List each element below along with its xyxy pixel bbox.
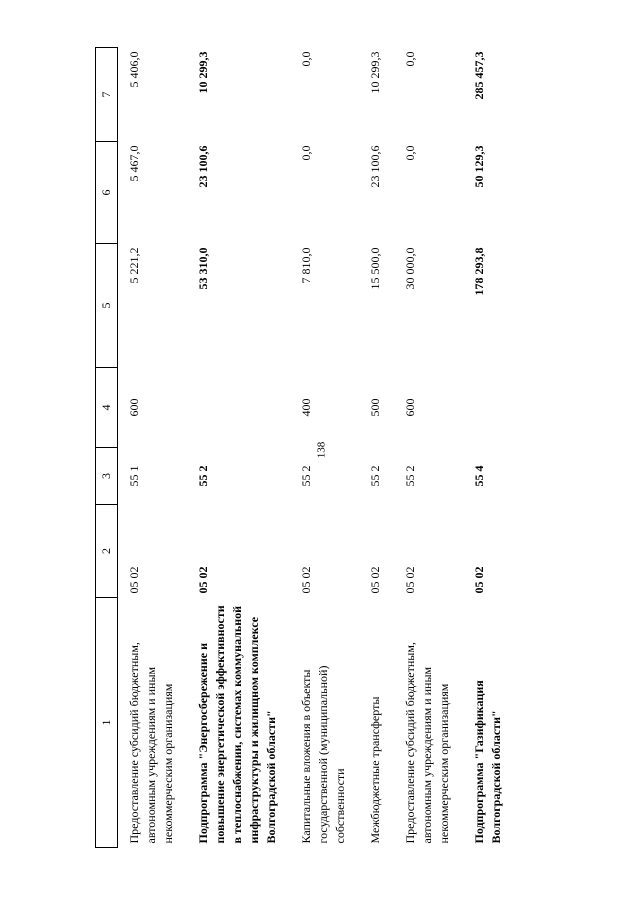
row-razdel: 05 02 xyxy=(299,566,313,594)
col-header-2: 2 xyxy=(96,505,118,598)
row-csr: 55 4 xyxy=(472,465,486,487)
header-row xyxy=(96,48,118,848)
row-value-7: 0,0 xyxy=(403,51,417,67)
row-name: Межбюджетные трансферты xyxy=(368,696,382,844)
table-row xyxy=(463,48,515,848)
row-name: Подпрограмма "Газификация Волгоградской области" xyxy=(472,680,503,844)
row-name: Подпрограмма "Энергосбережение и повышение энергетической эффективности в теплоснабжении, системах коммунальной инфраструктуры и жилищном комплексе Волгоградской области" xyxy=(196,605,278,844)
budget-table xyxy=(95,47,515,848)
table-row xyxy=(359,48,394,848)
row-value-5: 5 221,2 xyxy=(127,247,141,284)
row-value-5: 15 500,0 xyxy=(368,247,382,290)
table-row xyxy=(118,48,188,848)
col-header-7: 7 xyxy=(96,48,118,142)
row-vr: 600 xyxy=(127,398,141,417)
row-razdel: 05 02 xyxy=(403,566,417,594)
row-name: Предоставление субсидий бюджетным, автономным учреждениям и иным некоммерческим организациям xyxy=(403,642,451,844)
row-value-7: 0,0 xyxy=(299,51,313,67)
table-row xyxy=(187,48,290,848)
row-value-7: 285 457,3 xyxy=(472,51,486,100)
row-value-5: 53 310,0 xyxy=(196,247,210,290)
row-razdel: 05 02 xyxy=(368,566,382,594)
table-row xyxy=(394,48,463,848)
row-csr: 55 1 xyxy=(127,465,141,487)
row-csr: 55 2 xyxy=(196,465,210,487)
row-value-6: 0,0 xyxy=(403,145,417,161)
row-value-7: 5 406,0 xyxy=(127,51,141,88)
row-value-5: 178 293,8 xyxy=(472,247,486,296)
row-value-5: 30 000,0 xyxy=(403,247,417,290)
row-vr: 500 xyxy=(368,398,382,417)
row-csr: 55 2 xyxy=(368,465,382,487)
col-header-6: 6 xyxy=(96,142,118,244)
row-csr: 55 2 xyxy=(299,465,313,487)
row-name: Капитальные вложения в объекты государственной (муниципальной) собственности xyxy=(299,665,347,844)
row-razdel: 05 02 xyxy=(196,566,210,594)
table-row xyxy=(290,48,359,848)
row-razdel: 05 02 xyxy=(127,566,141,594)
row-value-7: 10 299,3 xyxy=(196,51,210,94)
row-vr: 600 xyxy=(403,398,417,417)
row-value-6: 5 467,0 xyxy=(127,145,141,182)
row-value-6: 23 100,6 xyxy=(368,145,382,188)
col-header-1: 1 xyxy=(96,598,118,848)
row-value-6: 50 129,3 xyxy=(472,145,486,188)
row-razdel: 05 02 xyxy=(472,566,486,594)
row-value-7: 10 299,3 xyxy=(368,51,382,94)
row-value-5: 7 810,0 xyxy=(299,247,313,284)
row-vr xyxy=(187,368,290,448)
col-header-3: 3 xyxy=(96,448,118,505)
row-value-6: 23 100,6 xyxy=(196,145,210,188)
row-vr xyxy=(463,368,515,448)
rotated-table-container xyxy=(95,48,595,848)
row-value-6: 0,0 xyxy=(299,145,313,161)
row-csr: 55 2 xyxy=(403,465,417,487)
row-vr: 400 xyxy=(299,398,313,417)
row-name: Предоставление субсидий бюджетным, автономным учреждениям и иным некоммерческим организациям xyxy=(127,642,175,844)
col-header-5: 5 xyxy=(96,244,118,368)
page-number: 138 xyxy=(315,441,328,459)
col-header-4: 4 xyxy=(96,368,118,448)
